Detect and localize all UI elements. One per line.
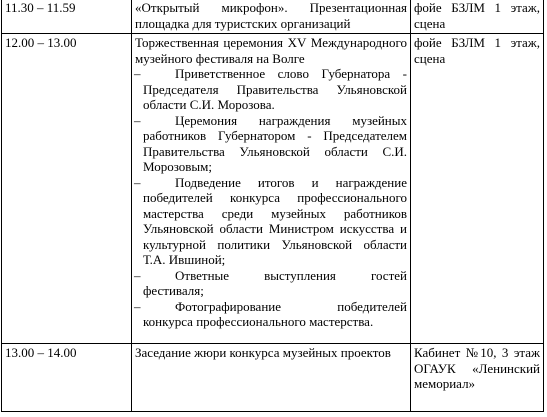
bullet-dash: – xyxy=(134,298,141,314)
time-text: 11.30 – 11.59 xyxy=(5,0,76,15)
time-text: 13.00 – 14.00 xyxy=(5,345,77,360)
bullet-dash: – xyxy=(134,174,141,190)
list-item xyxy=(135,66,407,113)
event-text: «Открытый микрофон». Презентационная площадка для туристских организаций xyxy=(135,0,407,31)
event-cell xyxy=(132,0,411,34)
table-row xyxy=(2,344,544,412)
time-cell xyxy=(2,34,132,344)
list-item-text: Ответные выступления гостей фестиваля; xyxy=(143,267,407,298)
bullet-dash: – xyxy=(134,267,141,283)
list-item-text: Приветственное слово Губернатора - Председателя Правительства Ульяновской области С.И. Морозова. xyxy=(143,66,407,112)
place-text: фойе БЗЛМ 1 этаж, сцена xyxy=(414,35,540,66)
place-cell xyxy=(411,344,544,412)
list-item xyxy=(135,299,407,330)
time-cell xyxy=(2,0,132,34)
list-item-text: Фотографирование победителей конкурса профессионального мастерства. xyxy=(143,298,407,329)
list-item-text: Подведение итогов и награждение победителей конкурса профессионального мастерства среди музейных работников Ульяновской области Министром искусства и культурной политики Ульяновской области Т.А. Ившиной; xyxy=(143,174,407,267)
table-row xyxy=(2,34,544,344)
list-item xyxy=(135,175,407,268)
place-text: фойе БЗЛМ 1 этаж, сцена xyxy=(414,0,540,31)
bullet-dash: – xyxy=(134,66,141,81)
event-cell xyxy=(132,34,411,344)
time-text: 12.00 – 13.00 xyxy=(5,35,77,50)
schedule-table xyxy=(1,0,544,412)
list-item xyxy=(135,268,407,299)
list-item xyxy=(135,113,407,175)
event-text: Заседание жюри конкурса музейных проектов xyxy=(135,345,391,360)
event-cell xyxy=(132,344,411,412)
event-intro: Торжественная церемония XV Международного музейного фестиваля на Волге xyxy=(135,35,407,66)
place-cell xyxy=(411,0,544,34)
time-cell xyxy=(2,344,132,412)
table-row xyxy=(2,0,544,34)
list-item-text: Церемония награждения музейных работников Губернатором - Председателем Правительства Ульяновской области С.И. Морозовым; xyxy=(143,112,407,174)
place-text: Кабинет №10, 3 этаж ОГАУК «Ленинский мемориал» xyxy=(414,345,540,391)
bullet-dash: – xyxy=(134,112,141,128)
place-cell xyxy=(411,34,544,344)
